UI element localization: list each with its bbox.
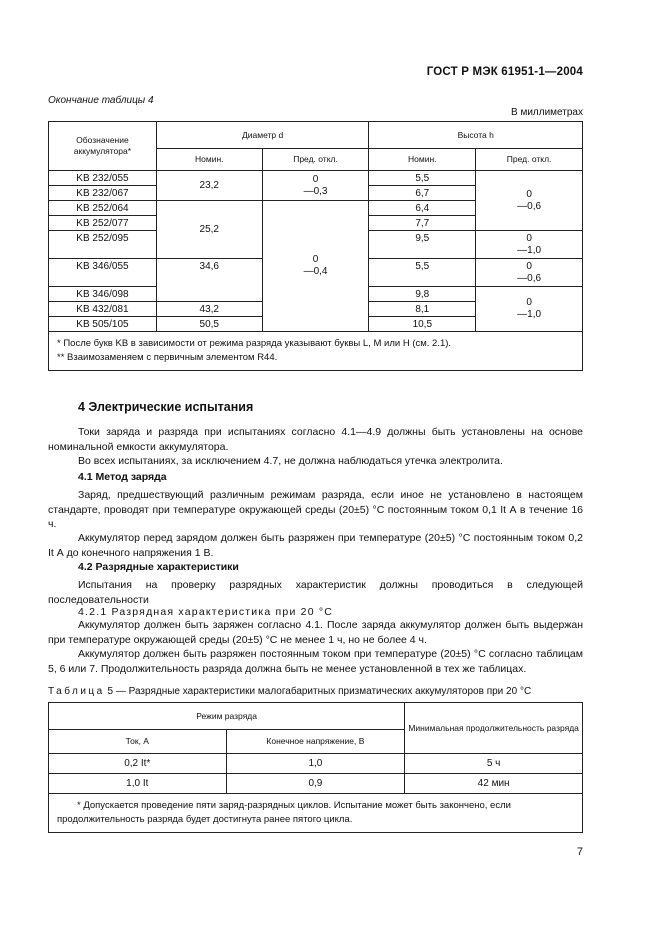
h-nom: 6,7 <box>369 186 476 201</box>
subsection-title: 4.2.1 Разрядная характеристика при 20 °С <box>78 606 334 618</box>
standard-number: ГОСТ Р МЭК 61951-1—2004 <box>426 66 583 78</box>
paragraph: Аккумулятор перед зарядом должен быть разряжен при температуре (20±5) °С постоянным током 0,2 It А до конечного напряжения 1 В. <box>48 532 583 559</box>
subsection-title: 4.2 Разрядные характеристики <box>78 561 239 573</box>
col-designation: Обозначение аккумулятора* <box>49 122 157 171</box>
table-row: KB 346/055 <box>49 259 157 287</box>
h-dev <box>476 287 583 332</box>
section-title: 4 Электрические испытания <box>78 400 254 414</box>
d-nom: 23,2 <box>156 171 262 201</box>
h-dev <box>476 171 583 231</box>
d-dev-value: 0 <box>312 254 319 265</box>
subsection-title: 4.1 Метод заряда <box>78 471 167 483</box>
cell-voltage: 1,0 <box>226 754 405 774</box>
table5 <box>48 702 583 833</box>
d-nom: 50,5 <box>156 317 262 332</box>
col-h-nom: Номин. <box>369 149 476 171</box>
table5-footnote: * Допускается проведение пяти заряд-разрядных циклов. Испытание может быть закончено, если продолжительность разряда будет достигнута ранее пятого цикла. <box>49 794 583 833</box>
h-dev-value: 0 <box>526 260 532 272</box>
h-dev-value: 0 <box>526 232 532 244</box>
col-d-nom: Номин. <box>156 149 262 171</box>
table-row: KB 505/105 <box>49 317 157 332</box>
col-height: Высота h <box>369 122 583 149</box>
table-row: KB 252/095 <box>49 231 157 259</box>
paragraph: Аккумулятор должен быть заряжен согласно 4.1. После заряда аккумулятор должен быть выдержан при температуре окружающей среды (20±5) °С не менее 1 ч, но не более 4 ч. <box>48 619 583 646</box>
cell-duration: 42 мин <box>405 774 583 794</box>
col-duration: Минимальная продолжительность разряда <box>405 703 583 754</box>
h-dev <box>476 231 583 259</box>
d-dev-value: —0,3 <box>303 185 328 197</box>
h-nom: 10,5 <box>369 317 476 332</box>
table-row: KB 232/067 <box>49 186 157 201</box>
d-nom: 34,6 <box>156 259 262 302</box>
cell-duration: 5 ч <box>405 754 583 774</box>
footnote-1: * После букв KB в зависимости от режима разряда указывают буквы L, M или H (см. 2.1). <box>57 338 452 349</box>
cell-voltage: 0,9 <box>226 774 405 794</box>
paragraph: Во всех испытаниях, за исключением 4.7, не должна наблюдаться утечка электролита. <box>78 455 503 467</box>
footnote-2: ** Взаимозаменяем с первичным элементом R44. <box>57 352 278 363</box>
table5-caption <box>48 686 531 697</box>
h-nom: 9,5 <box>369 231 476 259</box>
table-row: KB 252/077 <box>49 216 157 231</box>
d-dev <box>262 201 369 332</box>
col-d-dev: Пред. откл. <box>262 149 369 171</box>
h-nom: 5,5 <box>369 259 476 287</box>
col-current: Ток, А <box>49 730 227 754</box>
h-dev-value: 0 <box>526 188 532 200</box>
h-nom: 9,8 <box>369 287 476 302</box>
h-nom: 5,5 <box>369 171 476 186</box>
d-dev-value: —0,4 <box>303 266 328 277</box>
table5-caption-label: Таблица <box>48 686 105 697</box>
d-nom: 43,2 <box>156 302 262 317</box>
paragraph: Аккумулятор должен быть разряжен постоянным током при температуре (20±5) °С согласно таблицам 5, 6 или 7. Продолжительность разряда должна быть не менее установленной в тех же таблицах. <box>48 648 583 675</box>
h-dev-value: —1,0 <box>517 309 542 320</box>
col-mode: Режим разряда <box>49 703 405 730</box>
paragraph: Заряд, предшествующий различным режимам разряда, если иное не установлено в настоящем стандарте, проводят при температуре окружающей среды (20±5) °С постоянным током 0,1 It А в течение 16 ч. <box>48 489 583 530</box>
h-dev <box>476 259 583 287</box>
page-number: 7 <box>576 846 583 858</box>
table-row: KB 346/098 <box>49 287 157 302</box>
d-dev-value: 0 <box>312 173 319 185</box>
paragraph: Токи заряда и разряда при испытаниях согласно 4.1—4.9 должны быть установлены на основе номинальной емкости аккумулятора. <box>48 426 583 453</box>
d-dev <box>262 171 369 201</box>
col-voltage: Конечное напряжение, В <box>226 730 405 754</box>
table-row: KB 432/081 <box>49 302 157 317</box>
cell-current: 0,2 It* <box>49 754 227 774</box>
h-dev-value: —0,6 <box>517 200 542 212</box>
h-nom: 7,7 <box>369 216 476 231</box>
table4-units: В миллиметрах <box>511 107 583 118</box>
table4-continuation: Окончание таблицы 4 <box>48 95 154 106</box>
table-row: KB 232/055 <box>49 171 157 186</box>
d-nom: 25,2 <box>156 201 262 259</box>
table4-footnotes <box>49 332 583 371</box>
h-nom: 8,1 <box>369 302 476 317</box>
table-row: KB 252/064 <box>49 201 157 216</box>
paragraph: Испытания на проверку разрядных характеристик должны проводиться в следующей последовательности <box>48 579 583 606</box>
h-dev-value: —0,6 <box>517 272 542 284</box>
cell-current: 1,0 It <box>49 774 227 794</box>
col-diameter: Диаметр d <box>156 122 369 149</box>
h-dev-value: 0 <box>526 297 532 308</box>
table4 <box>48 121 583 371</box>
h-nom: 6,4 <box>369 201 476 216</box>
col-h-dev: Пред. откл. <box>476 149 583 171</box>
h-dev-value: —1,0 <box>517 244 542 256</box>
table5-caption-text: 5 — Разрядные характеристики малогабаритных призматических аккумуляторов при 20 °С <box>107 686 532 697</box>
